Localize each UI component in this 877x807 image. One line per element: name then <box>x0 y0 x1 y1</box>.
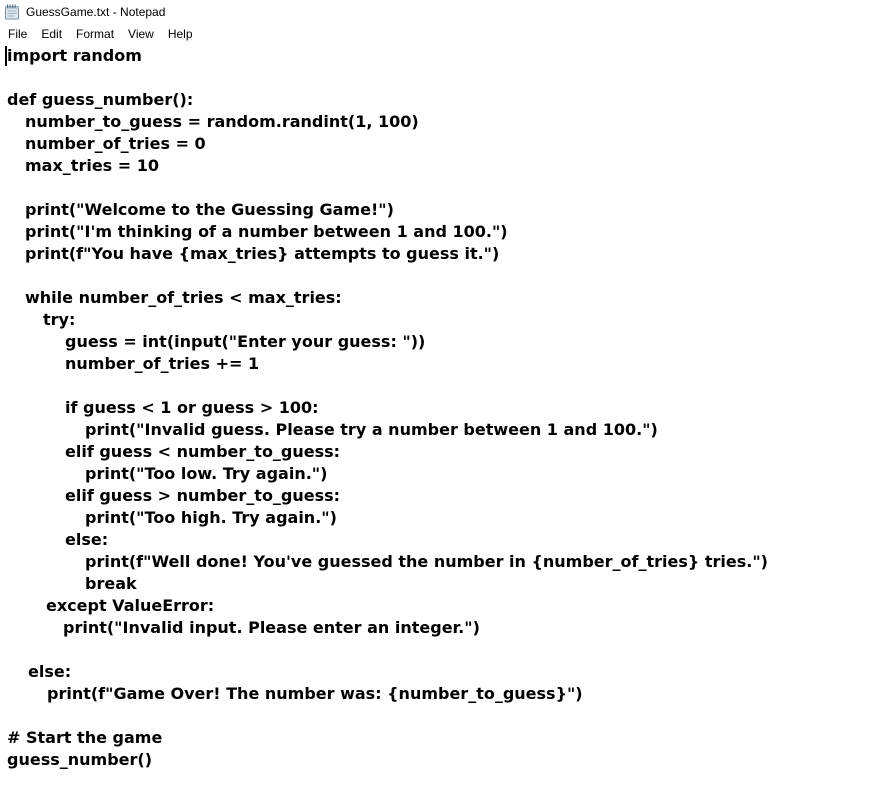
code-line: print("I'm thinking of a number between 1 and 100.") <box>25 222 508 241</box>
code-line: print("Too high. Try again.") <box>85 508 337 527</box>
code-line: else: <box>28 662 72 681</box>
code-line: print(f"You have {max_tries} attempts to guess it.") <box>25 244 500 263</box>
text-caret <box>5 46 7 66</box>
code-line: print(f"Well done! You've guessed the number in {number_of_tries} tries.") <box>85 552 768 571</box>
code-line: except ValueError: <box>46 596 215 615</box>
window-title: GuessGame.txt - Notepad <box>26 5 166 19</box>
code-line <box>0 639 877 661</box>
code-line: while number_of_tries < max_tries: <box>25 288 342 307</box>
notepad-icon <box>4 4 20 20</box>
code-line: print("Too low. Try again.") <box>85 464 328 483</box>
code-line <box>0 705 877 727</box>
code-line: elif guess > number_to_guess: <box>65 486 341 505</box>
code-line: print("Welcome to the Guessing Game!") <box>25 200 394 219</box>
code-line: try: <box>43 310 76 329</box>
code-line: import random <box>7 46 142 65</box>
code-line: number_of_tries = 0 <box>25 134 206 153</box>
text-area[interactable] <box>0 43 877 807</box>
code-line: print("Invalid guess. Please try a number between 1 and 100.") <box>85 420 658 439</box>
menu-bar <box>0 24 877 43</box>
code-line: print(f"Game Over! The number was: {number_to_guess}") <box>47 684 583 703</box>
code-line: number_of_tries += 1 <box>65 354 260 373</box>
code-line: elif guess < number_to_guess: <box>65 442 341 461</box>
code-line <box>0 177 877 199</box>
code-line: max_tries = 10 <box>25 156 159 175</box>
code-line: def guess_number(): <box>7 90 194 109</box>
code-line: else: <box>65 530 109 549</box>
menu-item-edit[interactable]: Edit <box>41 26 63 41</box>
title-bar <box>0 0 877 24</box>
menu-item-file[interactable]: File <box>8 26 28 41</box>
code-line: print("Invalid input. Please enter an integer.") <box>63 618 480 637</box>
code-line: guess_number() <box>7 750 153 769</box>
code-line: break <box>85 574 137 593</box>
code-line: guess = int(input("Enter your guess: ")) <box>65 332 426 351</box>
code-line <box>0 265 877 287</box>
code-line <box>0 67 877 89</box>
menu-item-help[interactable]: Help <box>167 26 193 41</box>
code-lines-container <box>0 45 877 771</box>
menu-item-view[interactable]: View <box>128 26 154 41</box>
code-line: number_to_guess = random.randint(1, 100) <box>25 112 419 131</box>
code-line <box>0 375 877 397</box>
code-line: # Start the game <box>7 728 163 747</box>
menu-item-format[interactable]: Format <box>76 26 115 41</box>
code-line: if guess < 1 or guess > 100: <box>65 398 319 417</box>
